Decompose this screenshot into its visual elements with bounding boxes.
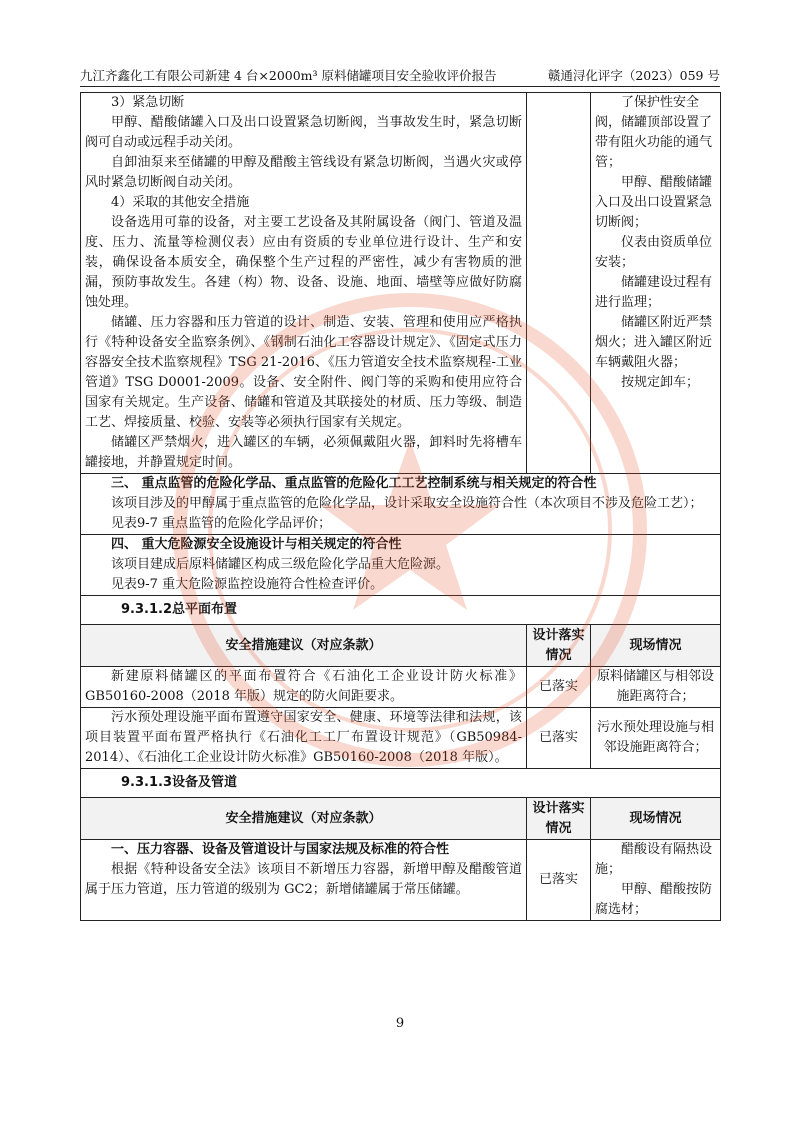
section-three-title: 三、 重点监管的危险化学品、重点监管的危险化工工艺控制系统与相关规定的符合性	[111, 476, 597, 491]
layout-row-2	[81, 708, 721, 769]
equipment-row-1-design: 已落实	[527, 840, 591, 921]
site-note: 仪表由资质单位安装；	[595, 235, 713, 270]
equipment-row-1-measure	[81, 840, 527, 921]
layout-row-2-measure-text: 污水预处理设施平面布置遵守国家安全、健康、环境等法律和法规，该项目装置平面布置严格执行《石油化工工厂布置设计规范》（GB50984-2014）、《石油化工企业设计防火标准》GB50160-2008（2018 年版）。	[85, 710, 522, 765]
equipment-title-row	[81, 769, 721, 798]
measure-paragraph: 4）采取的其他安全措施	[111, 195, 250, 210]
measure-paragraph: 设备选用可靠的设备，对主要工艺设备及其附属设备（阀门、管道及温度、压力、流量等检测仪表）应由有资质的专业单位进行设计、生产和安装，确保设备本质安全，确保整个生产过程的严密性，减少有害物质的泄漏，预防事故发生。各建（构）物、设备、设施、地面、墙壁等应做好防腐蚀处理。	[85, 215, 522, 310]
site-note: 储罐区附近严禁烟火；进入罐区附近车辆戴阻火器；	[595, 315, 713, 370]
section-three-row	[81, 474, 721, 535]
layout-section-title: 9.3.1.2总平面布置	[81, 596, 721, 625]
measures-row	[81, 93, 721, 474]
measure-paragraph: 3）紧急切断	[111, 95, 185, 110]
section-four-ref: 见表9-7 重大危险源监控设施符合性检查评价。	[111, 577, 384, 592]
section-three-ref: 见表9-7 重点监管的危险化学品评价；	[111, 516, 332, 531]
layout-row-2-design: 已落实	[527, 708, 591, 769]
header-report-title: 九江齐鑫化工有限公司新建 4 台×2000m³ 原料储罐项目安全验收评价报告	[80, 68, 497, 83]
section-three-text: 该项目涉及的甲醇属于重点监管的危险化学品，设计采取安全设施符合性（本次项目不涉及危险工艺）；	[111, 496, 703, 511]
measures-cell	[81, 93, 527, 474]
measures-site-cell	[591, 93, 721, 474]
equipment-row-1	[81, 840, 721, 921]
layout-header-row	[81, 625, 721, 667]
layout-row-1	[81, 667, 721, 708]
equipment-row-1-site	[591, 840, 721, 921]
equipment-col-design: 设计落实情况	[527, 798, 591, 840]
section-four-title: 四、 重大危险源安全设施设计与相关规定的符合性	[111, 537, 402, 552]
layout-col-measures: 安全措施建议（对应条款）	[81, 625, 527, 667]
evaluation-table	[80, 92, 721, 921]
section-three-cell	[81, 474, 721, 535]
layout-row-1-measure	[81, 667, 527, 708]
layout-row-2-site: 污水预处理设施与相邻设施距离符合；	[591, 708, 721, 769]
section-four-text: 该项目建成后原料储罐区构成三级危险化学品重大危险源。	[111, 557, 450, 572]
layout-row-1-site: 原料储罐区与相邻设施距离符合；	[591, 667, 721, 708]
equipment-row-1-text: 根据《特种设备安全法》该项目不新增压力容器，新增甲醇及醋酸管道属于压力管道，压力管道的级别为 GC2；新增储罐属于常压储罐。	[85, 862, 522, 897]
equipment-header-row	[81, 798, 721, 840]
layout-row-1-measure-text: 新建原料储罐区的平面布置符合《石油化工企业设计防火标准》 GB50160-2008（2018 年版）规定的防火间距要求。	[85, 669, 522, 704]
section-four-row	[81, 535, 721, 596]
equipment-col-measures: 安全措施建议（对应条款）	[81, 798, 527, 840]
site-note: 了保护性安全阀，储罐顶部设置了带有阻火功能的通气管；	[595, 95, 713, 170]
equipment-section-title: 9.3.1.3设备及管道	[81, 769, 721, 798]
equipment-row-1-title: 一、压力容器、设备及管道设计与国家法规及标准的符合性	[111, 842, 450, 857]
measures-design-cell	[527, 93, 591, 474]
page-header	[80, 64, 720, 87]
site-note: 甲醇、醋酸储罐入口及出口设置紧急切断阀；	[595, 175, 713, 230]
section-four-cell	[81, 535, 721, 596]
measure-paragraph: 储罐区严禁烟火，进入罐区的车辆，必须佩戴阻火器，卸料时先将槽车罐接地，并静置规定时间。	[85, 435, 522, 470]
layout-row-2-measure	[81, 708, 527, 769]
equipment-row-1-site-1: 醋酸设有隔热设施；	[595, 842, 713, 877]
header-report-number: 赣通浔化评字（2023）059 号	[547, 68, 720, 83]
measure-paragraph: 甲醇、醋酸储罐入口及出口设置紧急切断阀，当事故发生时，紧急切断阀可自动或远程手动关闭。	[85, 115, 522, 150]
site-note: 按规定卸车；	[621, 375, 700, 390]
equipment-row-1-site-2: 甲醇、醋酸按防腐选材；	[595, 882, 713, 917]
page-number: 9	[395, 1016, 405, 1031]
layout-title-row	[81, 596, 721, 625]
measure-paragraph: 自卸油泵来至储罐的甲醇及醋酸主管线设有紧急切断阀，当遇火灾或停风时紧急切断阀自动关闭。	[85, 155, 522, 190]
layout-row-1-design: 已落实	[527, 667, 591, 708]
layout-col-site: 现场情况	[591, 625, 721, 667]
measure-paragraph: 储罐、压力容器和压力管道的设计、制造、安装、管理和使用应严格执行《特种设备安全监察条例》、《钢制石油化工容器设计规定》、《固定式压力容器安全技术监察规程》TSG 21-2016、《压力管道安全技术监察规程-工业管道》TSG D0001-2009。设备、安全附件、阀门等的采购和使用应符合国家有关规定。生产设备、储罐和管道及其联接处的材质、压力等级、制造工艺、焊接质量、校验、安装等必须执行国家有关规定。	[85, 315, 522, 430]
site-note: 储罐建设过程有进行监理；	[595, 275, 713, 310]
equipment-col-site: 现场情况	[591, 798, 721, 840]
layout-col-design: 设计落实情况	[527, 625, 591, 667]
